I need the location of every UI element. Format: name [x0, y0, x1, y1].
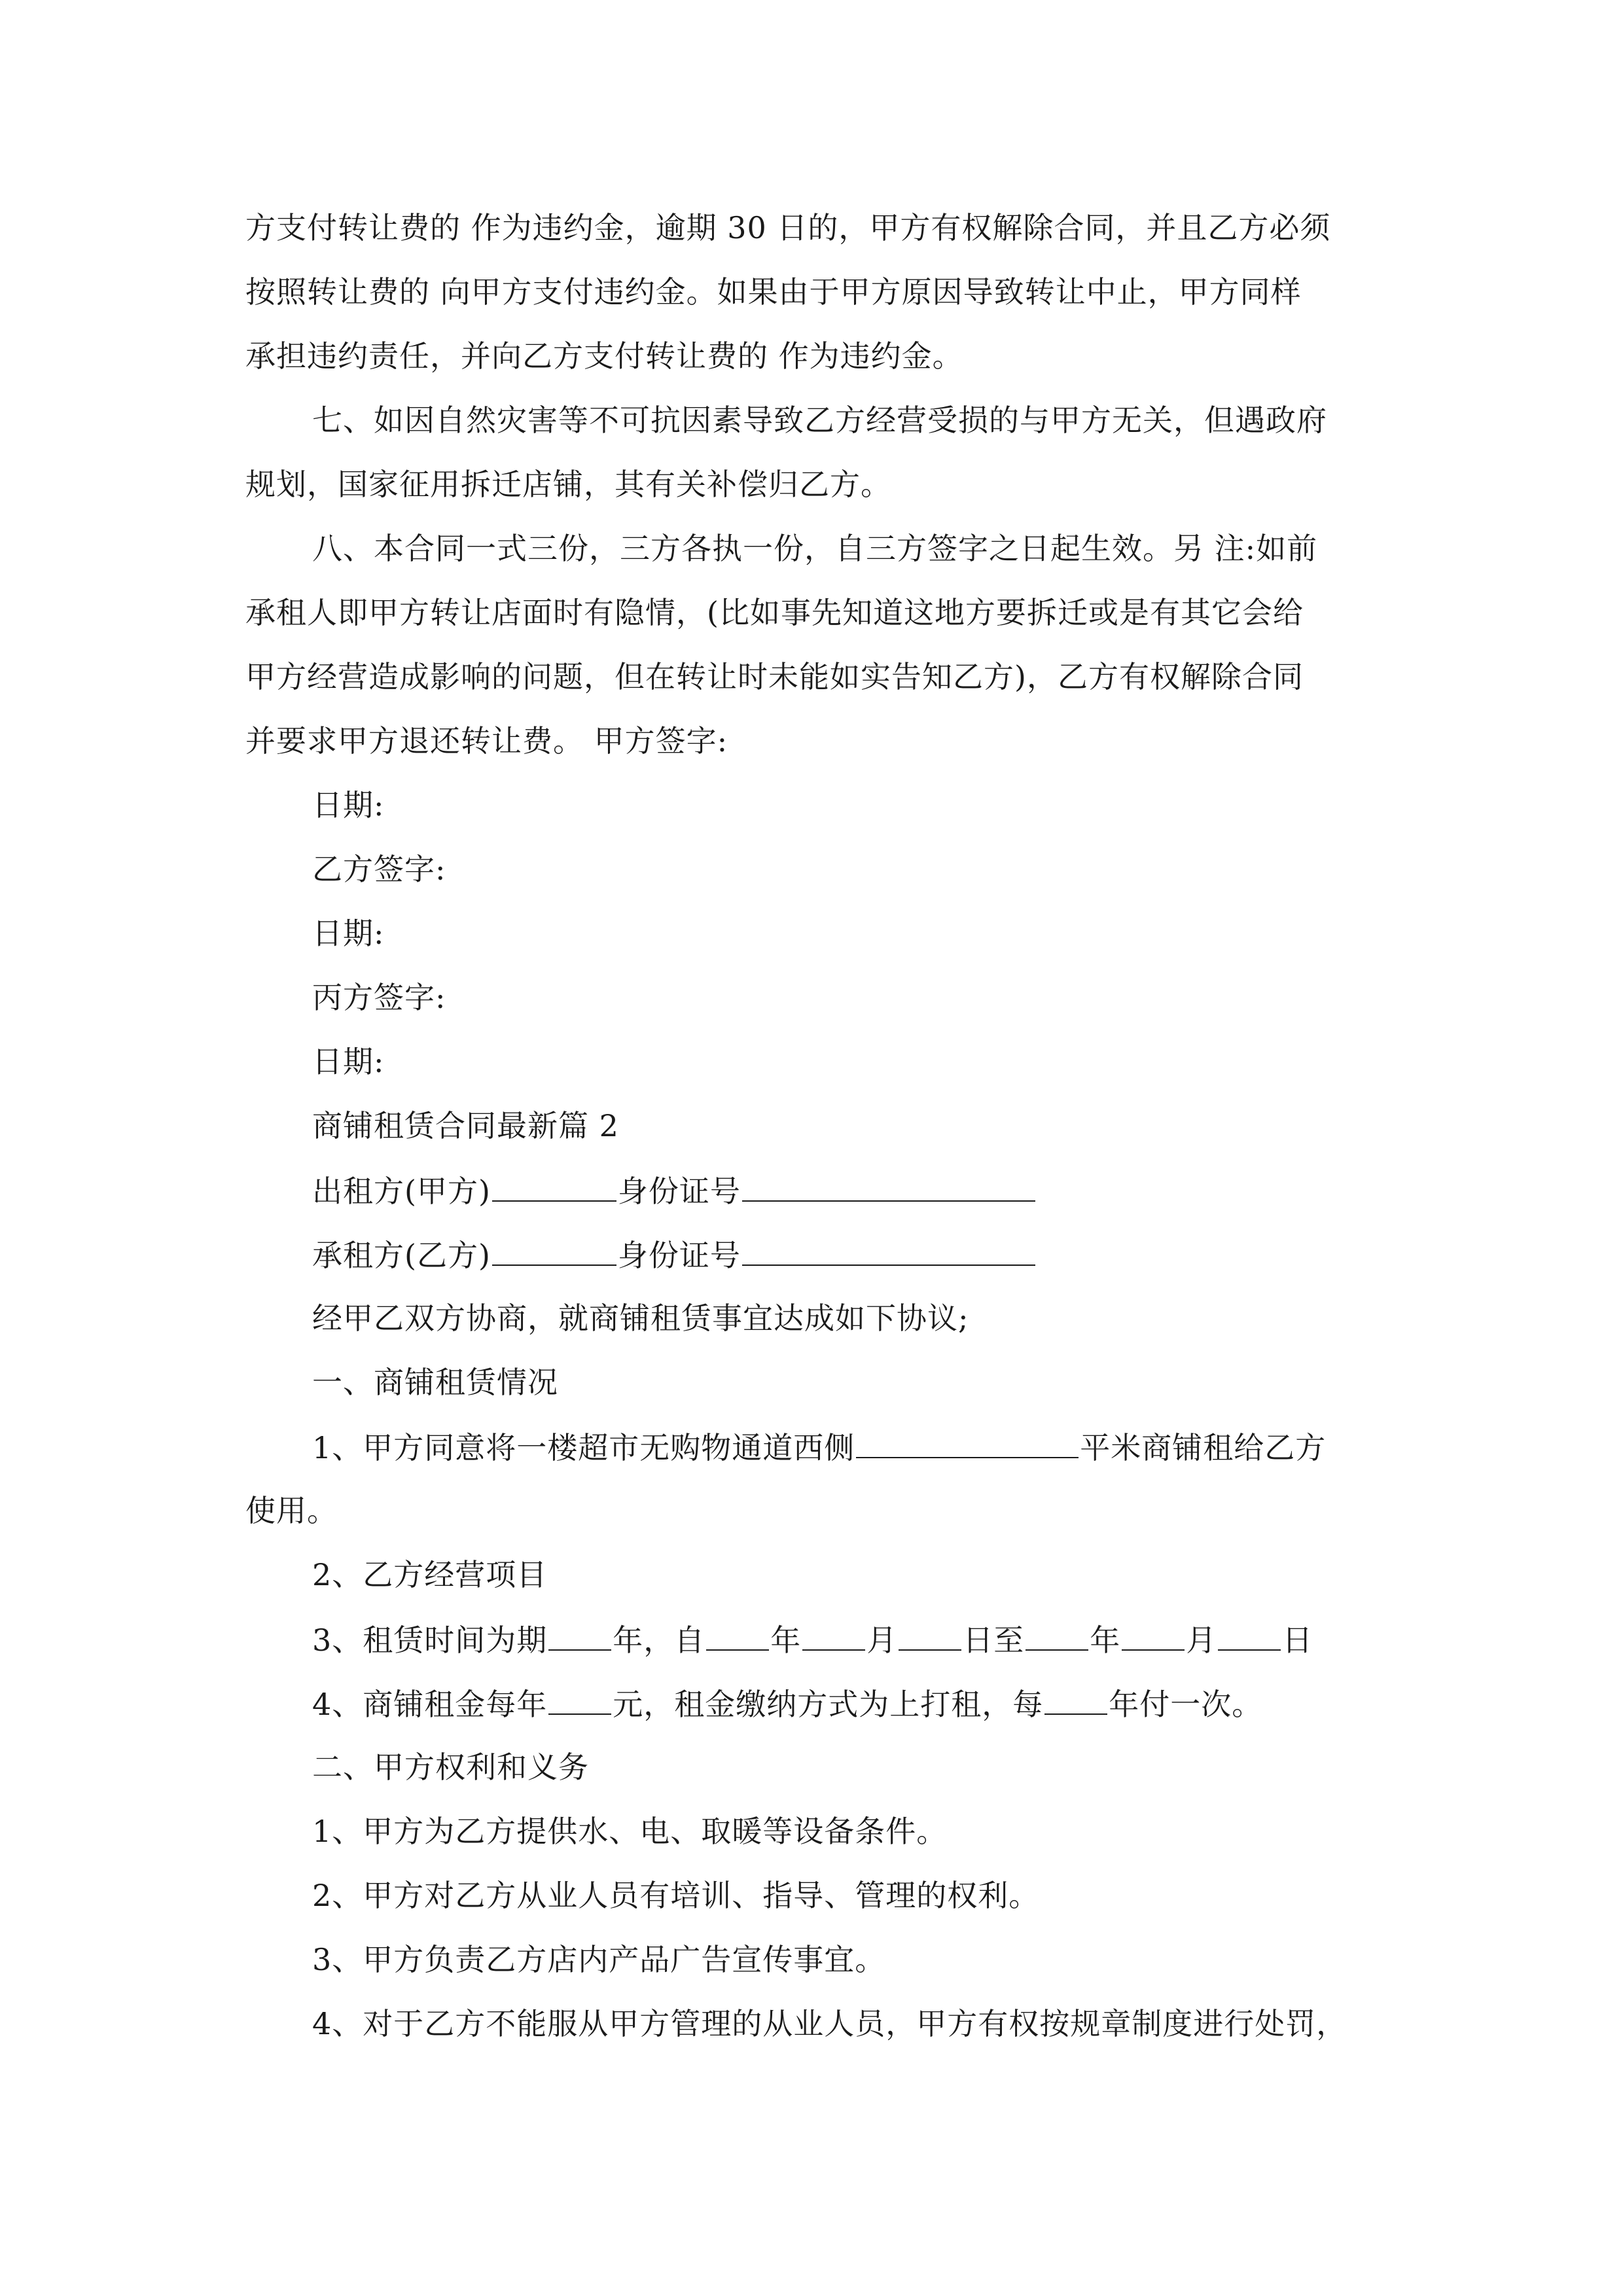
party-b-signature-line: 乙方签字:	[312, 852, 446, 887]
signature-date-line: 日期:	[312, 787, 385, 823]
clause-text: 4、商铺租金每年	[312, 1687, 548, 1722]
lessee-label: 承租方(乙方)	[312, 1238, 491, 1273]
clause-text: 元，租金缴纳方式为上打租，每	[613, 1687, 1044, 1722]
paragraph-line: 并要求甲方退还转让费。 甲方签字:	[245, 723, 728, 759]
fill-blank	[706, 1619, 769, 1651]
fill-blank	[548, 1619, 611, 1651]
paragraph-line: 按照转让费的 向甲方支付违约金。如果由于甲方原因导致转让中止，甲方同样	[245, 274, 1302, 310]
clause-line: 1、甲方为乙方提供水、电、取暖等设备条件。	[312, 1814, 948, 1849]
clause-seven-line: 七、如因自然灾害等不可抗因素导致乙方经营受损的与甲方无关，但遇政府	[312, 403, 1327, 438]
lessor-label: 出租方(甲方)	[312, 1174, 491, 1209]
paragraph-line: 经甲乙双方协商，就商铺租赁事宜达成如下协议;	[312, 1300, 969, 1336]
fill-blank	[548, 1683, 611, 1715]
clause-text: 月	[1186, 1623, 1217, 1658]
fill-blank	[742, 1170, 1035, 1202]
fill-blank	[1122, 1619, 1185, 1651]
clause-eight-line: 八、本合同一式三份，三方各执一份，自三方签字之日起生效。另 注:如前	[312, 531, 1318, 566]
clause-text: 日	[1282, 1623, 1313, 1658]
fill-blank	[492, 1234, 616, 1266]
section-heading: 一、商铺租赁情况	[312, 1365, 558, 1400]
paragraph-line: 承租人即甲方转让店面时有隐情，(比如事先知道这地方要拆迁或是有其它会给	[245, 595, 1304, 630]
party-c-signature-line: 丙方签字:	[312, 980, 446, 1015]
paragraph-line: 承担违约责任，并向乙方支付转让费的 作为违约金。	[245, 338, 963, 374]
paragraph-line: 使用。	[245, 1493, 338, 1528]
fill-blank	[742, 1234, 1035, 1266]
fill-blank	[802, 1619, 865, 1651]
fill-blank	[899, 1619, 961, 1651]
section-heading: 二、甲方权利和义务	[312, 1749, 589, 1785]
clause-text: 年	[770, 1623, 802, 1658]
clause-text: 年，自	[613, 1623, 705, 1658]
clause-text: 1、甲方同意将一楼超市无购物通道西侧	[312, 1430, 855, 1465]
fill-blank	[492, 1170, 616, 1202]
clause-line: 2、乙方经营项目	[312, 1557, 548, 1592]
clause-line: 3、甲方负责乙方店内产品广告宣传事宜。	[312, 1942, 886, 1977]
clause-text: 日至	[963, 1623, 1025, 1658]
clause-text: 3、租赁时间为期	[312, 1623, 548, 1658]
clause-text: 年	[1090, 1623, 1121, 1658]
clause-line: 4、对于乙方不能服从甲方管理的从业人员，甲方有权按规章制度进行处罚，	[312, 2006, 1347, 2041]
clause-text: 年付一次。	[1109, 1687, 1263, 1722]
signature-date-line: 日期:	[312, 916, 385, 951]
rent-line	[312, 1683, 1451, 1724]
fill-blank	[1026, 1619, 1088, 1651]
clause-line	[312, 1427, 1451, 1467]
lessee-line	[312, 1234, 1451, 1275]
id-label: 身份证号	[617, 1174, 741, 1209]
paragraph-line: 规划，国家征用拆迁店铺，其有关补偿归乙方。	[245, 467, 891, 502]
paragraph-line: 方支付转让费的 作为违约金，逾期 30 日的，甲方有权解除合同，并且乙方必须	[245, 210, 1331, 245]
clause-line: 2、甲方对乙方从业人员有培训、指导、管理的权利。	[312, 1878, 1040, 1913]
fill-blank	[856, 1427, 1079, 1458]
fill-blank	[1044, 1683, 1107, 1715]
paragraph-line: 甲方经营造成影响的问题，但在转让时未能如实告知乙方)，乙方有权解除合同	[245, 659, 1304, 694]
fill-blank	[1218, 1619, 1281, 1651]
lease-term-line	[312, 1619, 1451, 1660]
lessor-line	[312, 1170, 1451, 1211]
clause-text: 平米商铺租给乙方	[1080, 1430, 1327, 1465]
signature-date-line: 日期:	[312, 1044, 385, 1079]
id-label: 身份证号	[617, 1238, 741, 1273]
section-heading: 商铺租赁合同最新篇 2	[312, 1108, 619, 1143]
clause-text: 月	[866, 1623, 898, 1658]
